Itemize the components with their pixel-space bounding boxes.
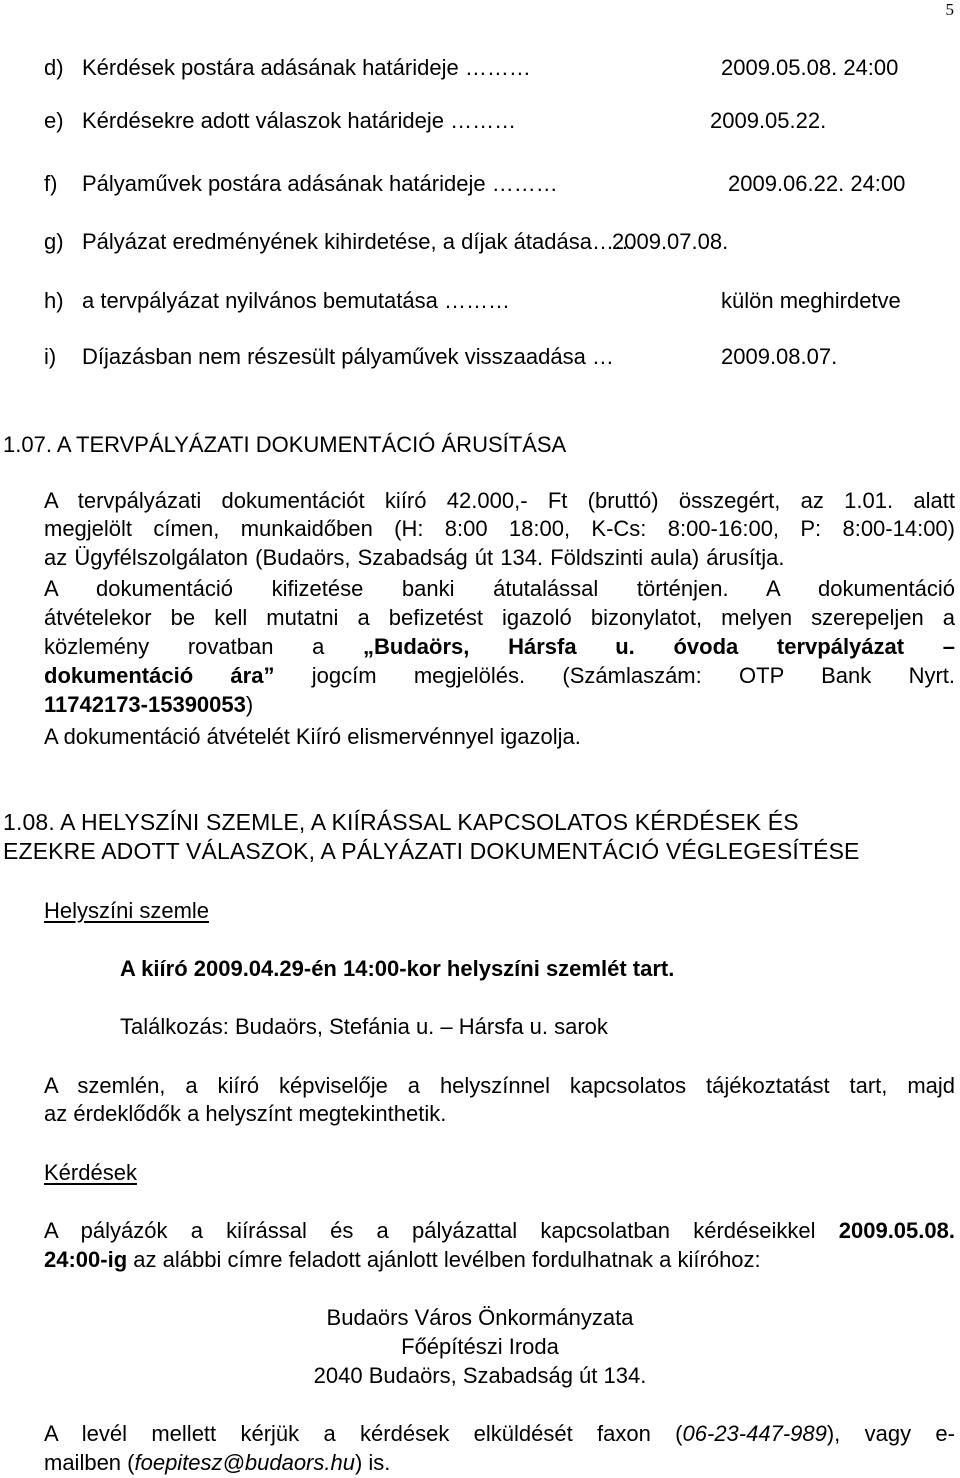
schedule-item-d-value: 2009.05.08. 24:00 bbox=[721, 55, 899, 80]
section-108-heading-line-1: 1.08. A HELYSZÍNI SZEMLE, A KIÍRÁSSAL KAPCSOLATOS KÉRDÉSEK ÉS bbox=[3, 809, 799, 835]
questions-deadline-date: 2009.05.08. bbox=[838, 1218, 955, 1243]
s107-line-5: átvételekor be kell mutatni a befizetést igazoló bizonylatot, melyen szerepeljen a bbox=[44, 605, 955, 630]
schedule-item-h-value: külön meghirdetve bbox=[721, 288, 901, 313]
s107-line-9: A dokumentáció átvételét Kiíró elismervénnyel igazolja. bbox=[44, 724, 581, 749]
s107-account-number: 11742173-15390053 bbox=[44, 692, 246, 717]
section-108-heading-line-2: EZEKRE ADOTT VÁLASZOK, A PÁLYÁZATI DOKUMENTÁCIÓ VÉGLEGESÍTÉSE bbox=[3, 838, 860, 864]
site-visit-date: A kiíró 2009.04.29-én 14:00-kor helyszíni szemlét tart. bbox=[120, 956, 675, 981]
schedule-item-f-letter: f) bbox=[44, 171, 58, 196]
page-number: 5 bbox=[945, 0, 954, 19]
section-107-heading: 1.07. A TERVPÁLYÁZATI DOKUMENTÁCIÓ ÁRUSÍTÁSA bbox=[3, 432, 567, 457]
schedule-item-d-letter: d) bbox=[44, 55, 64, 80]
s107-bold-price: dokumentáció ára” bbox=[44, 663, 275, 688]
meeting-point: Találkozás: Budaörs, Stefánia u. – Hársfa u. sarok bbox=[120, 1014, 608, 1039]
address-line-2: Főépítészi Iroda bbox=[401, 1334, 559, 1359]
s107-line-3: az Ügyfélszolgálaton (Budaörs, Szabadság út 134. Földszinti aula) árusítja. bbox=[44, 545, 785, 570]
s107-bold-subject: „Budaörs, Hársfa u. óvoda tervpályázat – bbox=[363, 634, 955, 659]
schedule-item-g-letter: g) bbox=[44, 229, 64, 254]
site-text-line-1: A szemlén, a kiíró képviselője a helyszínnel kapcsolatos tájékoztatást tart, majd bbox=[44, 1073, 955, 1098]
fax-number: 06-23-447-989 bbox=[682, 1421, 827, 1446]
email-address: foepitesz@budaors.hu bbox=[134, 1450, 355, 1475]
subheading-questions: Kérdések bbox=[44, 1160, 137, 1185]
schedule-item-e-letter: e) bbox=[44, 108, 64, 133]
schedule-item-i-letter: i) bbox=[44, 344, 57, 369]
schedule-item-e-text: Kérdésekre adott válaszok határideje ……… bbox=[82, 108, 517, 133]
fax-line-2: mailben (foepitesz@budaors.hu) is. bbox=[44, 1450, 391, 1475]
s107-line-7: dokumentáció ára” jogcím megjelölés. (Számlaszám: OTP Bank Nyrt. bbox=[44, 663, 956, 688]
s107-line-8: 11742173-15390053) bbox=[44, 692, 254, 717]
s107-line-6: közlemény rovatban a „Budaörs, Hársfa u. óvoda tervpályázat – bbox=[44, 634, 955, 659]
questions-deadline-time: 24:00-ig bbox=[44, 1247, 128, 1272]
schedule-item-i-text: Díjazásban nem részesült pályaművek visszaadása … bbox=[82, 344, 614, 369]
site-text-line-2: az érdeklődők a helyszínt megtekinthetik. bbox=[44, 1101, 447, 1126]
schedule-item-g-value: 2009.07.08. bbox=[612, 229, 729, 254]
schedule-item-f-value: 2009.06.22. 24:00 bbox=[728, 171, 906, 196]
s107-line-1: A tervpályázati dokumentációt kiíró 42.000,- Ft (bruttó) összegért, az 1.01. alatt bbox=[44, 488, 955, 513]
address-line-3: 2040 Budaörs, Szabadság út 134. bbox=[313, 1363, 647, 1388]
schedule-item-e-value: 2009.05.22. bbox=[710, 108, 827, 133]
schedule-item-i-value: 2009.08.07. bbox=[721, 344, 838, 369]
questions-line-1: A pályázók a kiírással és a pályázattal kapcsolatban kérdéseikkel 2009.05.08. bbox=[44, 1218, 955, 1243]
address-line-1: Budaörs Város Önkormányzata bbox=[326, 1305, 634, 1330]
s107-line-4: A dokumentáció kifizetése banki átutalással történjen. A dokumentáció bbox=[44, 576, 955, 601]
questions-line-2: 24:00-ig az alábbi címre feladott ajánlott levélben fordulhatnak a kiíróhoz: bbox=[44, 1247, 761, 1272]
fax-line-1: A levél mellett kérjük a kérdések elküldését faxon (06-23-447-989), vagy e- bbox=[44, 1421, 955, 1446]
schedule-item-h-text: a tervpályázat nyilvános bemutatása ……… bbox=[82, 288, 510, 313]
schedule-item-d-text: Kérdések postára adásának határideje ……… bbox=[82, 55, 531, 80]
schedule-item-g-text: Pályázat eredményének kihirdetése, a díjak átadása…… bbox=[82, 229, 636, 254]
schedule-item-h-letter: h) bbox=[44, 288, 64, 313]
s107-line-2: megjelölt címen, munkaidőben (H: 8:00 18:00, K-Cs: 8:00-16:00, P: 8:00-14:00) bbox=[44, 516, 955, 541]
subheading-site-visit: Helyszíni szemle bbox=[44, 898, 210, 923]
schedule-item-f-text: Pályaművek postára adásának határideje ……… bbox=[82, 171, 558, 196]
